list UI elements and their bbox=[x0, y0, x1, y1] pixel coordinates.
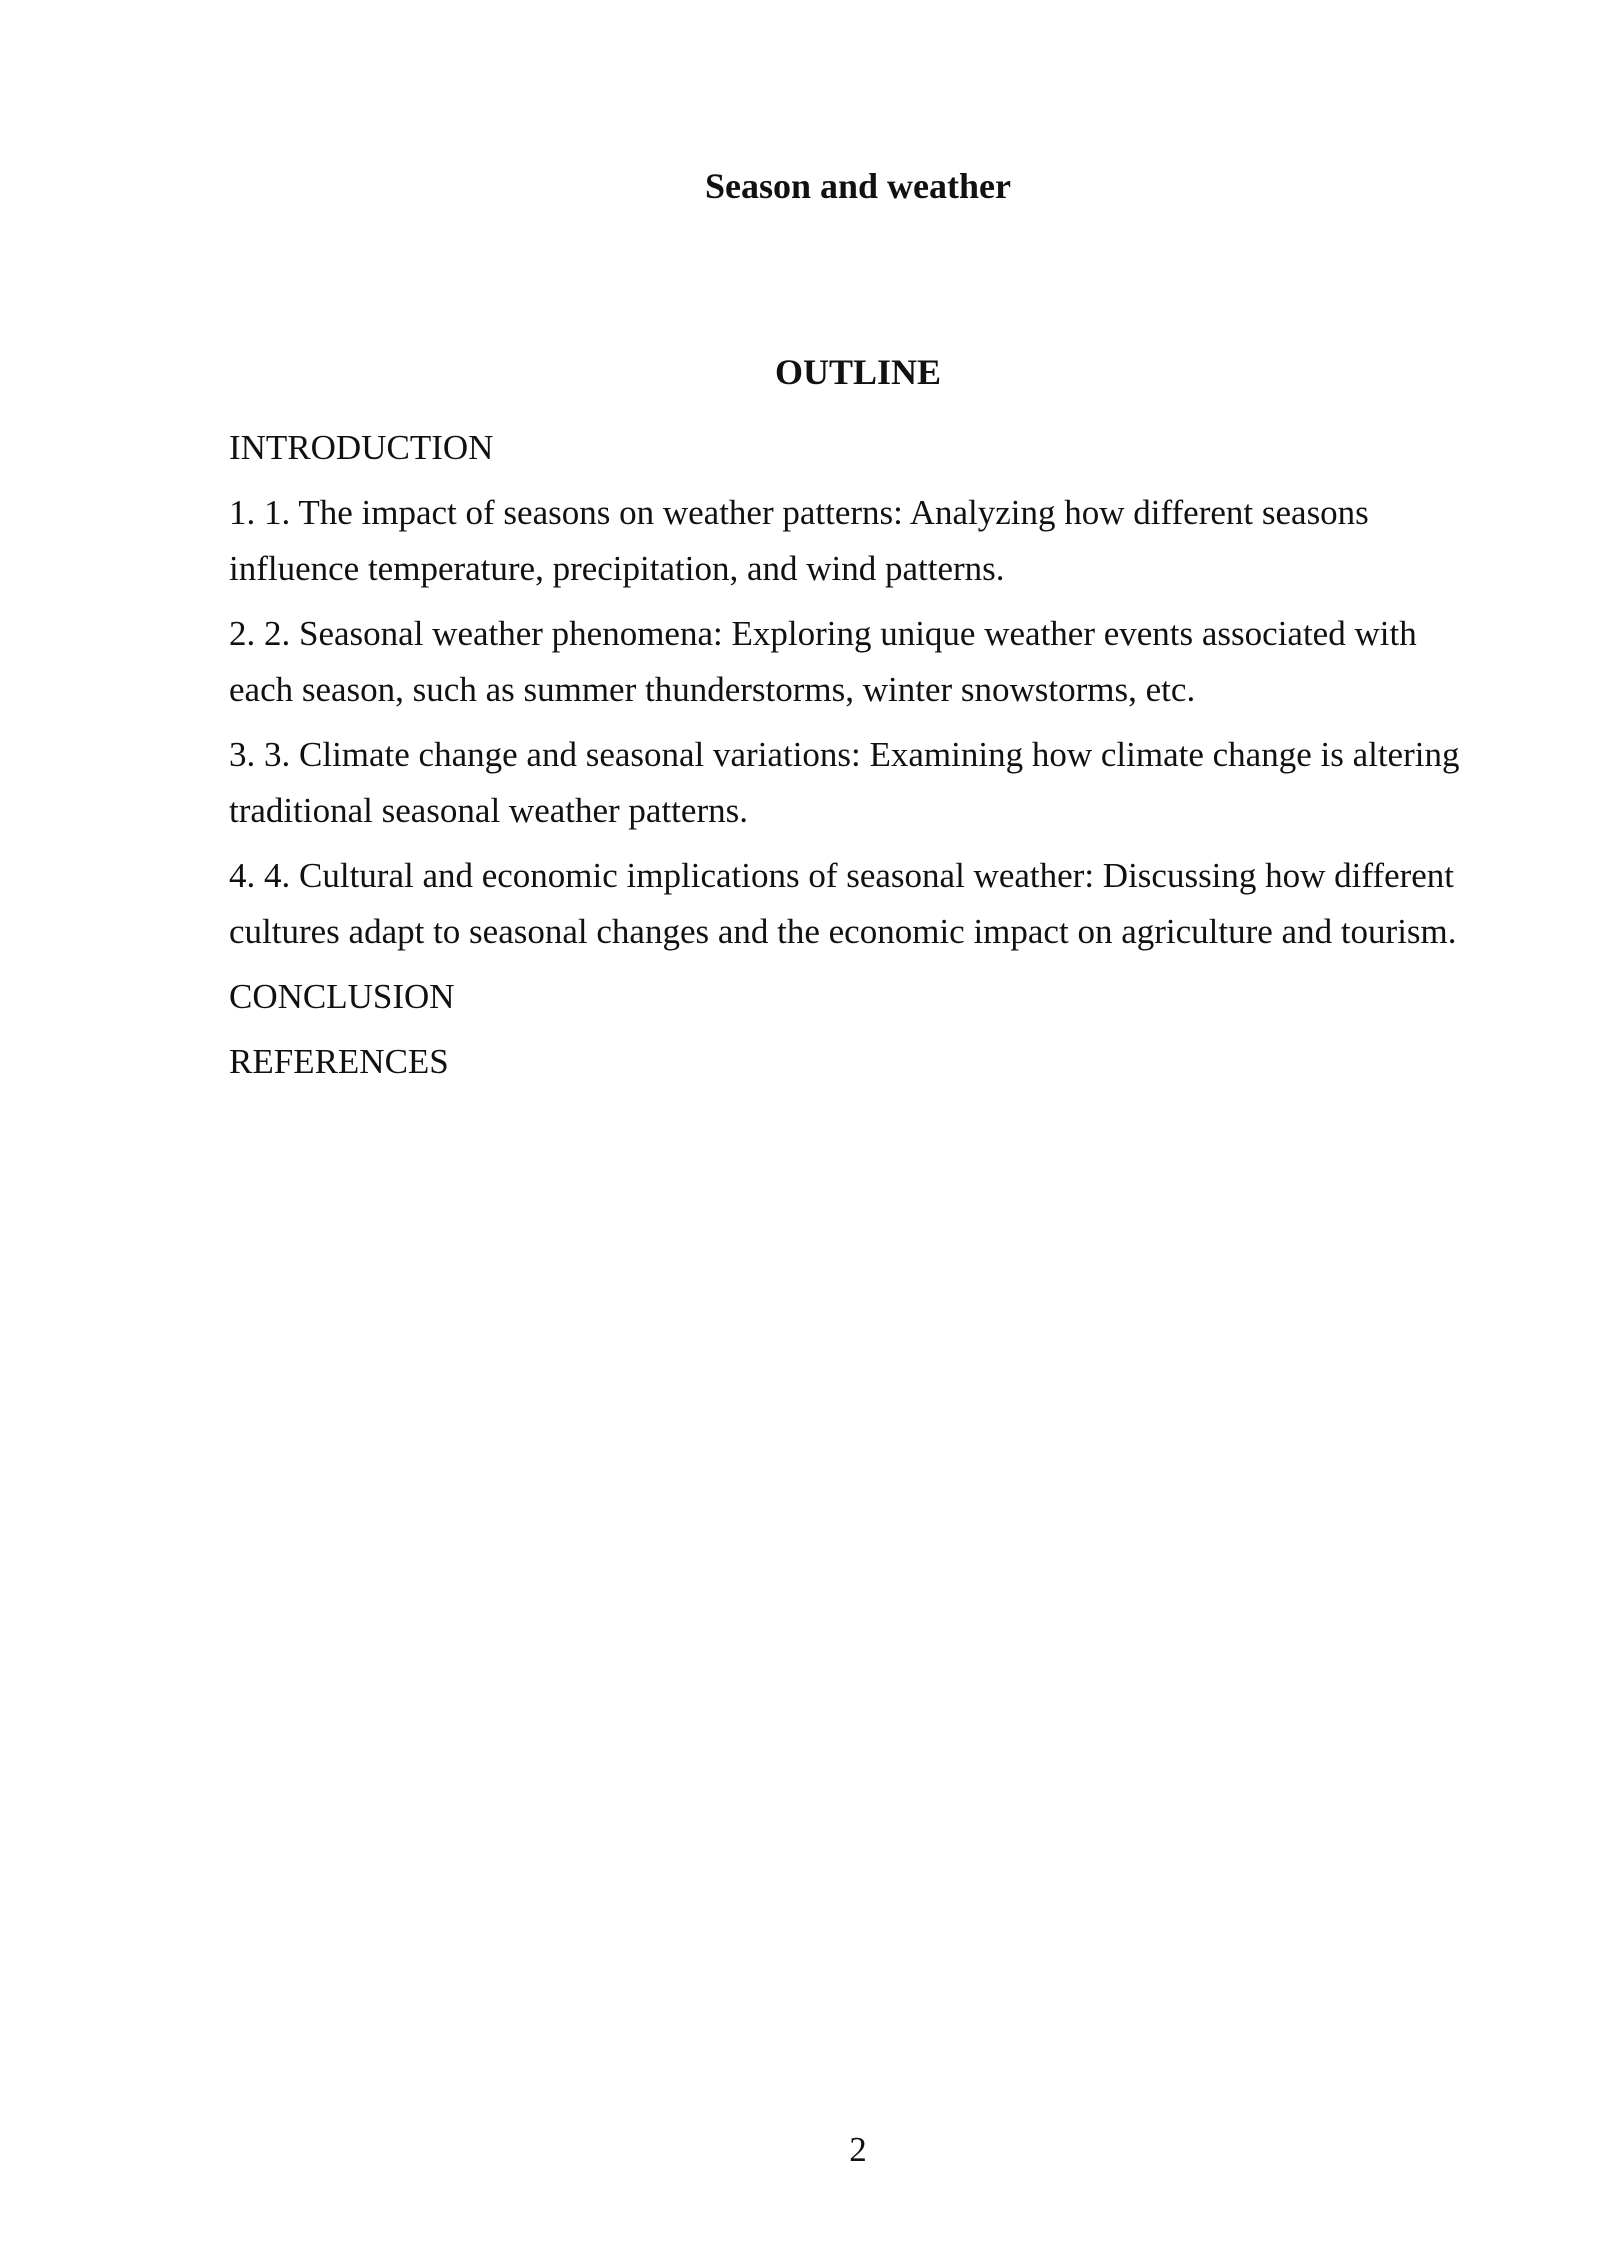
outline-item-2: 2. 2. Seasonal weather phenomena: Exploring unique weather events associated with each season, such as summer thunderstorms, winter snowstorms, etc. bbox=[229, 614, 1417, 709]
outline-item-4: 4. 4. Cultural and economic implications of seasonal weather: Discussing how different cultures adapt to seasonal changes and the economic impact on agriculture and tourism. bbox=[229, 856, 1457, 951]
outline-list bbox=[229, 420, 1484, 1099]
document-title: Season and weather bbox=[704, 166, 1012, 206]
outline-item-conclusion: CONCLUSION bbox=[229, 977, 455, 1016]
outline-item-introduction: INTRODUCTION bbox=[229, 428, 494, 467]
outline-item-1: 1. 1. The impact of seasons on weather patterns: Analyzing how different seasons influence temperature, precipitation, and wind patterns. bbox=[229, 493, 1369, 588]
outline-item-3: 3. 3. Climate change and seasonal variations: Examining how climate change is altering traditional seasonal weather patterns. bbox=[229, 735, 1460, 830]
outline-heading: OUTLINE bbox=[774, 352, 942, 392]
outline-item-references: REFERENCES bbox=[229, 1042, 449, 1081]
page-number: 2 bbox=[849, 2130, 867, 2169]
